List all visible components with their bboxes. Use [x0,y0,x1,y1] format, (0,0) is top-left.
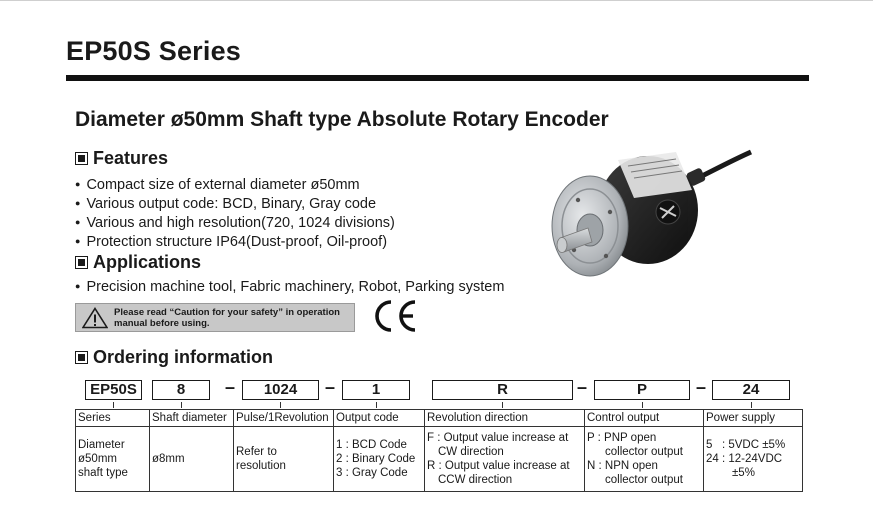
caution-text [114,307,340,329]
product-title: Diameter ø50mm Shaft type Absolute Rotary Encoder [75,108,609,131]
top-rule [0,0,873,1]
connector-line [113,402,114,408]
code-dash: – [577,377,588,397]
code-direction: R [432,380,573,400]
connector-line [181,402,182,408]
feature-item: ● Various and high resolution(720, 1024 divisions) [75,213,395,232]
ordering-heading-text: Ordering information [93,347,273,367]
square-bullet-icon [75,152,88,165]
code-power: 24 [712,380,790,400]
header-cell: Revolution direction [425,410,585,427]
code-series: EP50S [85,380,142,400]
pulse-cell [234,427,334,492]
caution-line: manual before using. [114,317,210,329]
connector-line [376,402,377,408]
shaft-cell [150,427,234,492]
connector-line [502,402,503,408]
encoder-photo [548,138,753,280]
applications-heading [75,252,201,273]
applications-heading-text: Applications [93,252,202,272]
connector-line [751,402,752,408]
warning-icon [82,307,108,329]
cell-line: Refer to [236,446,277,458]
cell-line: collector output [605,474,683,486]
cell-line: R : Output value increase at [427,460,570,472]
feature-item: ● Protection structure IP64(Dust-proof, Oil-proof) [75,232,395,251]
application-item: ● Precision machine tool, Fabric machinery, Robot, Parking system [75,277,504,296]
power-cell [704,427,803,492]
cell-line: 5 : 5VDC ±5% [706,439,786,451]
cell-line: ø50mm [78,453,117,465]
connector-line [280,402,281,408]
caution-line: Please read “Caution for your safety” in operation [114,306,340,318]
features-list [75,175,395,251]
cell-line: 24 : 12-24VDC [706,453,783,465]
cell-line: resolution [236,460,286,472]
cell-line: Diameter [78,439,125,451]
ordering-heading [75,347,273,368]
series-cell [76,427,150,492]
cell-line: collector output [605,446,683,458]
code-control: P [594,380,690,400]
output-code-cell [334,427,425,492]
header-cell: Control output [585,410,704,427]
header-cell: Output code [334,410,425,427]
cell-line: 2 : Binary Code [336,453,416,465]
cell-line: F : Output value increase at [427,432,569,444]
cell-line: 3 : Gray Code [336,467,408,479]
cell-line: CW direction [438,446,504,458]
table-row [76,427,803,492]
connector-line [642,402,643,408]
applications-list [75,277,504,296]
cell-line: 1 : BCD Code [336,439,407,451]
series-title: EP50S Series [66,36,242,66]
header-cell: Pulse/1Revolution [234,410,334,427]
cell-line: CCW direction [438,474,513,486]
ce-mark-icon [371,297,419,335]
table-header-row [76,410,803,427]
code-dash: – [225,377,236,397]
title-bar [66,75,809,81]
cell-line: ø8mm [152,453,185,465]
code-dash: – [696,377,707,397]
header-cell: Power supply [704,410,803,427]
cell-line: shaft type [78,467,128,479]
features-heading [75,148,168,169]
header-cell: Shaft diameter [150,410,234,427]
feature-item: ● Compact size of external diameter ø50mm [75,175,395,194]
code-pulse: 1024 [242,380,319,400]
code-output: 1 [342,380,410,400]
square-bullet-icon [75,351,88,364]
code-shaft: 8 [152,380,210,400]
feature-item: ● Various output code: BCD, Binary, Gray code [75,194,395,213]
cell-line: ±5% [732,467,755,479]
code-dash: – [325,377,336,397]
cell-line: P : PNP open [587,432,657,444]
square-bullet-icon [75,256,88,269]
caution-box [75,303,355,332]
cell-line: N : NPN open [587,460,658,472]
features-heading-text: Features [93,148,169,168]
control-cell [585,427,704,492]
header-cell: Series [76,410,150,427]
direction-cell [425,427,585,492]
ordering-table [75,409,803,492]
